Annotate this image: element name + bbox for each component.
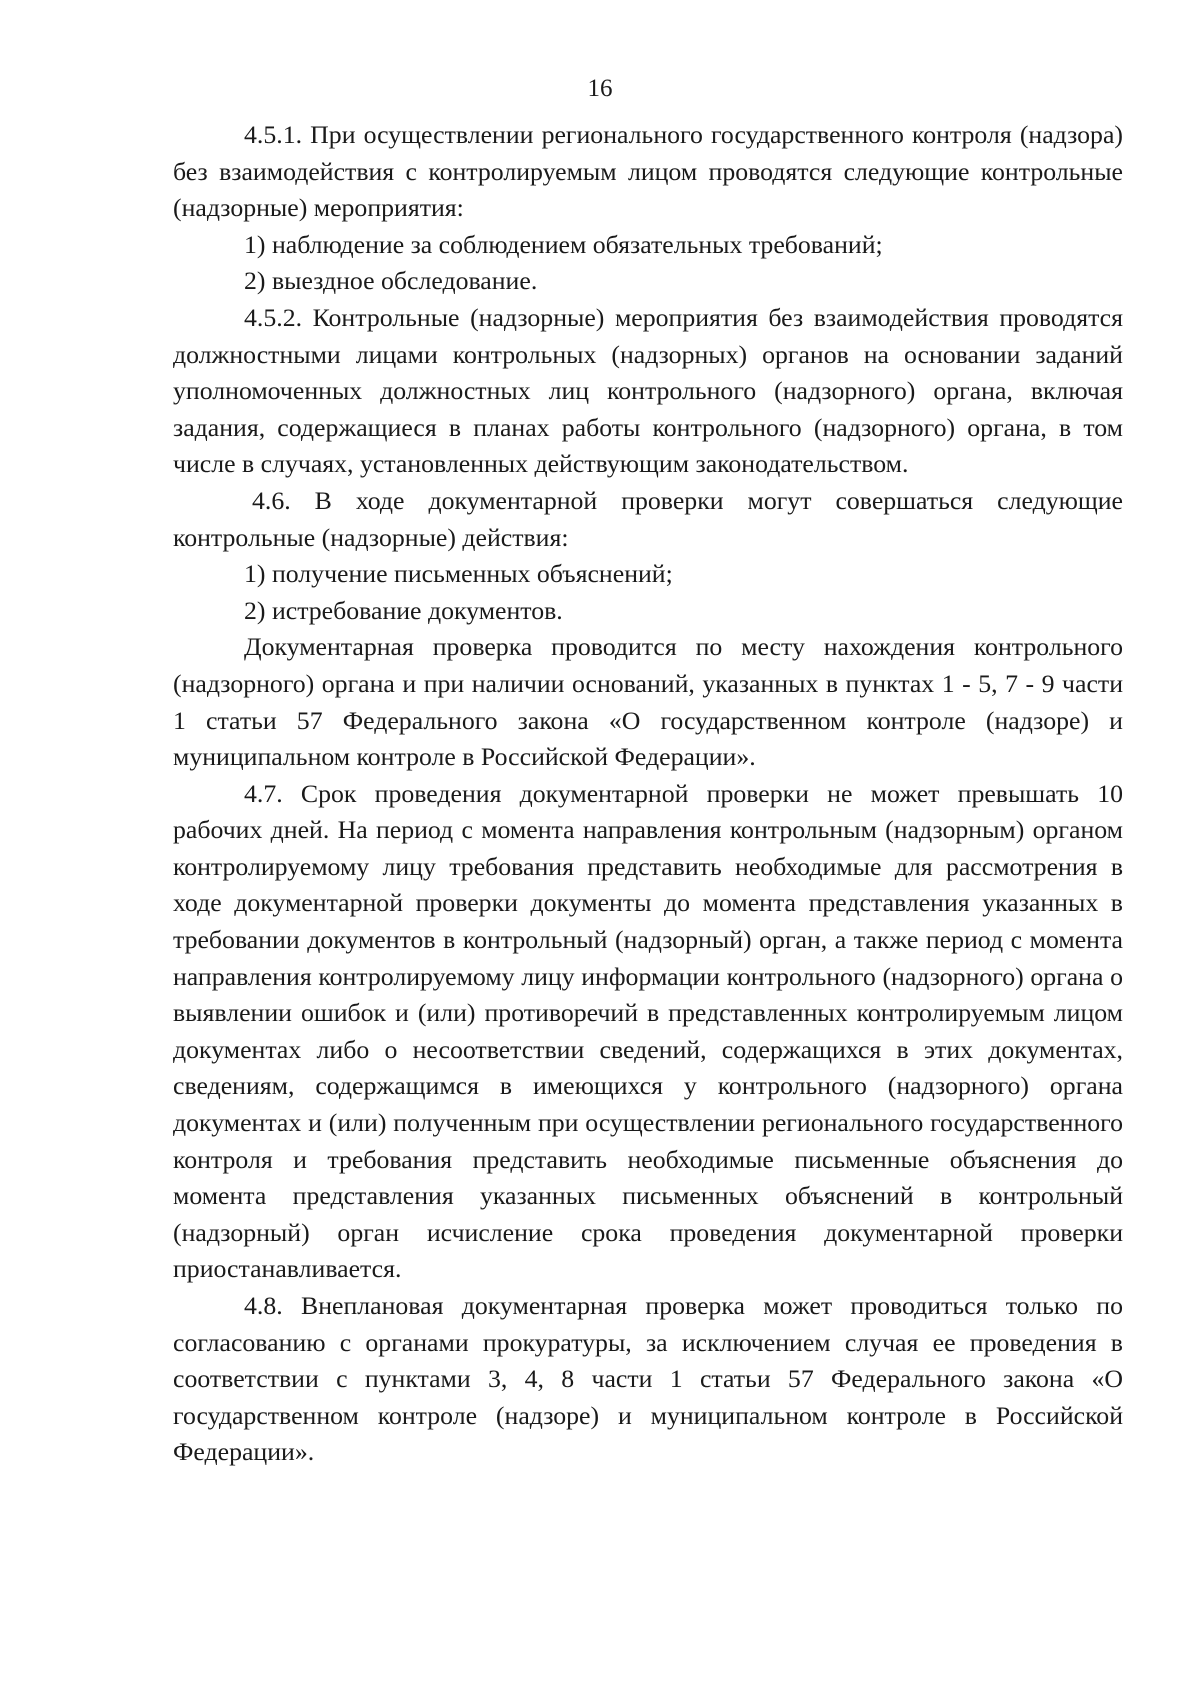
list-item: 1) получение письменных объяснений; [244,559,673,589]
paragraph-4-6: 4.6. В ходе документарной проверки могут совершаться следующие контрольные (надзорные) действия: [173,485,1123,552]
paragraph-documentary-check: Документарная проверка проводится по месту нахождения контрольного (надзорного) органа и при наличии оснований, указанных в пунктах 1 - 5, 7 - 9 части 1 статьи 57 Федерального закона «О государственном контроле (надзоре) и муниципальном контроле в Российской Федерации». [173,632,1123,772]
paragraph-4-5-2: 4.5.2. Контрольные (надзорные) мероприятия без взаимодействия проводятся должностными лицами контрольных (надзорных) органов на основании заданий уполномоченных должностных лиц контрольного (надзорного) органа, включая задания, содержащиеся в планах работы контрольного (надзорного) органа, в том числе в случаях, установленных действующим законодательством. [173,302,1123,479]
list-item: 1) наблюдение за соблюдением обязательных требований; [244,229,883,259]
document-body [173,117,1123,1471]
paragraph-4-5-1: 4.5.1. При осуществлении регионального государственного контроля (надзора) без взаимодействия с контролируемым лицом проводятся следующие контрольные (надзорные) мероприятия: [173,120,1123,223]
paragraph-4-8: 4.8. Внеплановая документарная проверка может проводиться только по согласованию с органами прокуратуры, за исключением случая ее проведения в соответствии с пунктами 3, 4, 8 части 1 статьи 57 Федерального закона «О государственном контроле (надзоре) и муниципальном контроле в Российской Федерации». [173,1291,1123,1467]
page-number: 16 [587,75,613,102]
paragraph-4-7: 4.7. Срок проведения документарной проверки не может превышать 10 рабочих дней. На период с момента направления контрольным (надзорным) органом контролируемому лицу требования представить необходимые для рассмотрения в ходе документарной проверки документы до момента представления указанных в требовании документов в контрольный (надзорный) орган, а также период с момента направления контролируемому лицу информации контрольного (надзорного) органа о выявлении ошибок и (или) противоречий в представленных контролируемым лицом документах либо о несоответствии сведений, содержащихся в этих документах, сведениям, содержащимся в имеющихся у контрольного (надзорного) органа документах и (или) полученным при осуществлении регионального государственного контроля и требования представить необходимые письменные объяснения до момента представления указанных письменных объяснений в контрольный (надзорный) орган исчисление срока проведения документарной проверки приостанавливается. [173,778,1123,1284]
list-item: 2) выездное обследование. [244,266,538,296]
list-item: 2) истребование документов. [244,595,563,625]
